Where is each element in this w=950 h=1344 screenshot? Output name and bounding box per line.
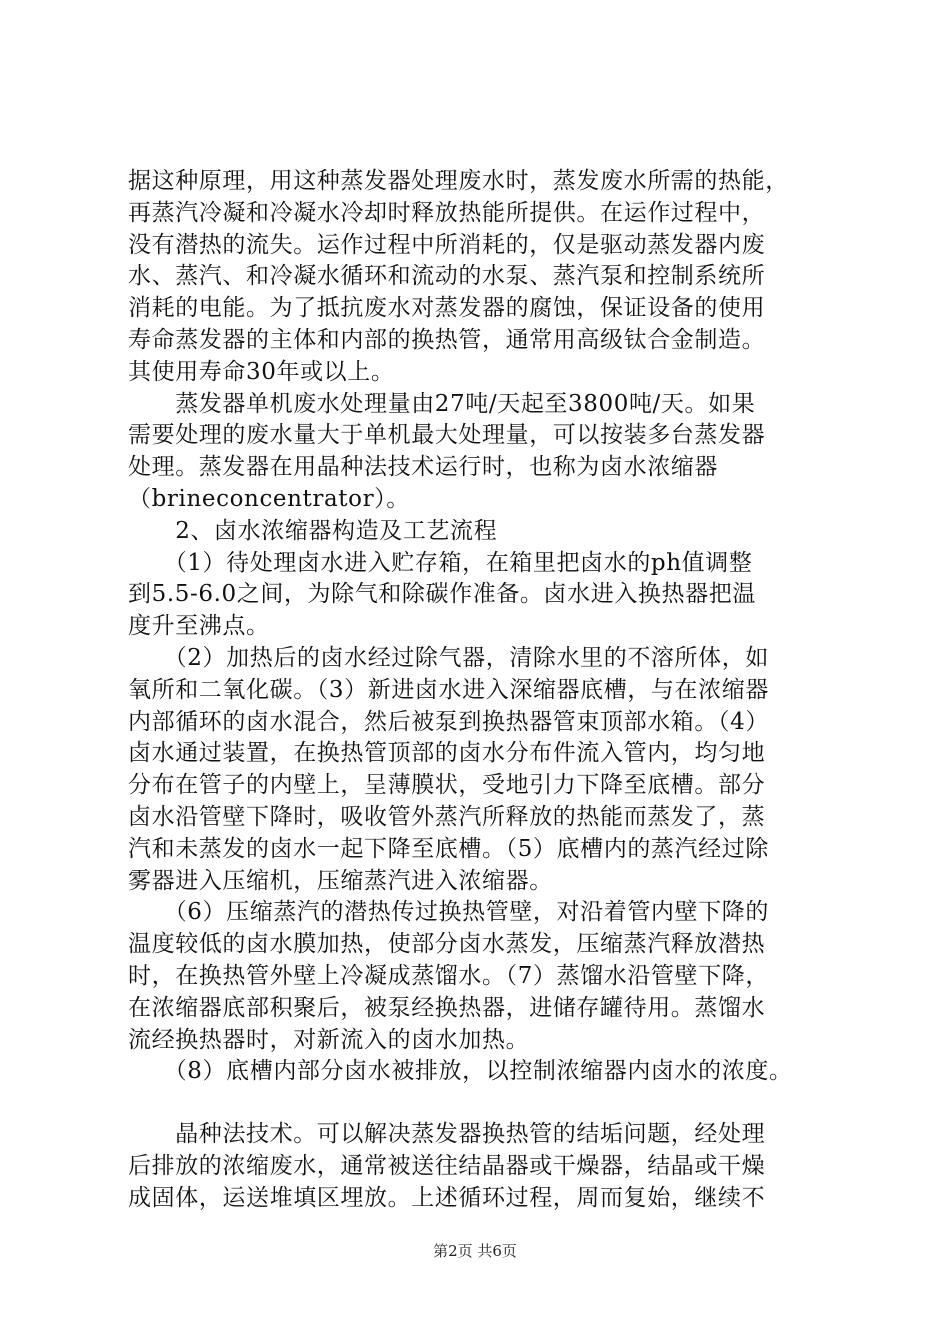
paragraph-steps-6-7: （6）压缩蒸汽的潜热传过换热管壁，对沿着管内壁下降的 温度较低的卤水膜加热，使部分卤水蒸发，压缩蒸汽释放潜热 时，在换热管外壁上冷凝成蒸馏水。（7）蒸馏水沿管壁下降， 在浓缩器底部积聚后，被泵经换热器，进储存罐待用。蒸馏水 流经换热器时，对新流入的卤水加热。 — [128, 899, 769, 1053]
section-heading: 2、卤水浓缩器构造及工艺流程 — [128, 517, 498, 544]
paragraph-capacity: 蒸发器单机废水处理量由27吨/天起至3800吨/天。如果 需要处理的废水量大于单机最大处理量，可以按装多台蒸发器 处理。蒸发器在用晶种法技术运行时，也称为卤水浓缩器 （brineconcentrator）。 — [128, 390, 766, 512]
paragraph-step-1: （1）待处理卤水进入贮存箱，在箱里把卤水的ph值调整 到5.5-6.0之间，为除气和除碳作准备。卤水进入换热器把温 度升至沸点。 — [128, 549, 756, 640]
paragraph-principle: 据这种原理，用这种蒸发器处理废水时，蒸发废水所需的热能， 再蒸汽冷凝和冷凝水冷却时释放热能所提供。在运作过程中， 没有潜热的流失。运作过程中所消耗的，仅是驱动蒸发器内废 水、蒸汽、和冷凝水循环和流动的水泵、蒸汽泵和控制系统所 消耗的电能。为了抵抗废水对蒸发器的腐蚀，保证设备的使用 寿命蒸发器的主体和内部的换热管，通常用高级钛合金制造。 其使用寿命30年或以上。 — [128, 168, 789, 385]
document-body — [128, 166, 828, 1215]
paragraph-seed-crystal: 晶种法技术。可以解决蒸发器换热管的结垢问题，经处理 后排放的浓缩废水，通常被送往结晶器或干燥器，结晶或干燥 成固体，运送堆填区埋放。上述循环过程，周而复始，继续不 — [128, 1121, 766, 1211]
paragraph-step-8: （8）底槽内部分卤水被排放，以控制浓缩器内卤水的浓度。 — [128, 1058, 793, 1085]
paragraph-gap — [128, 1088, 828, 1119]
paragraph-steps-2-5: （2）加热后的卤水经过除气器，清除水里的不溶所体，如 氧所和二氧化碳。（3）新进卤水进入深缩器底槽，与在浓缩器 内部循环的卤水混合，然后被泵到换热器管束顶部水箱。（4） 卤水通过装置，在换热管顶部的卤水分布件流入管内，均匀地 分布在管子的内壁上，呈薄膜状，受地引力下降至底槽。部分 卤水沿管壁下降时，吸收管外蒸汽所释放的热能而蒸发了，蒸 汽和未蒸发的卤水一起下降至底槽。（5）底槽内的蒸汽经过除 雾器进入压缩机，压缩蒸汽进入浓缩器。 — [128, 644, 769, 894]
page-footer: 第2页 共6页 — [433, 1242, 517, 1260]
